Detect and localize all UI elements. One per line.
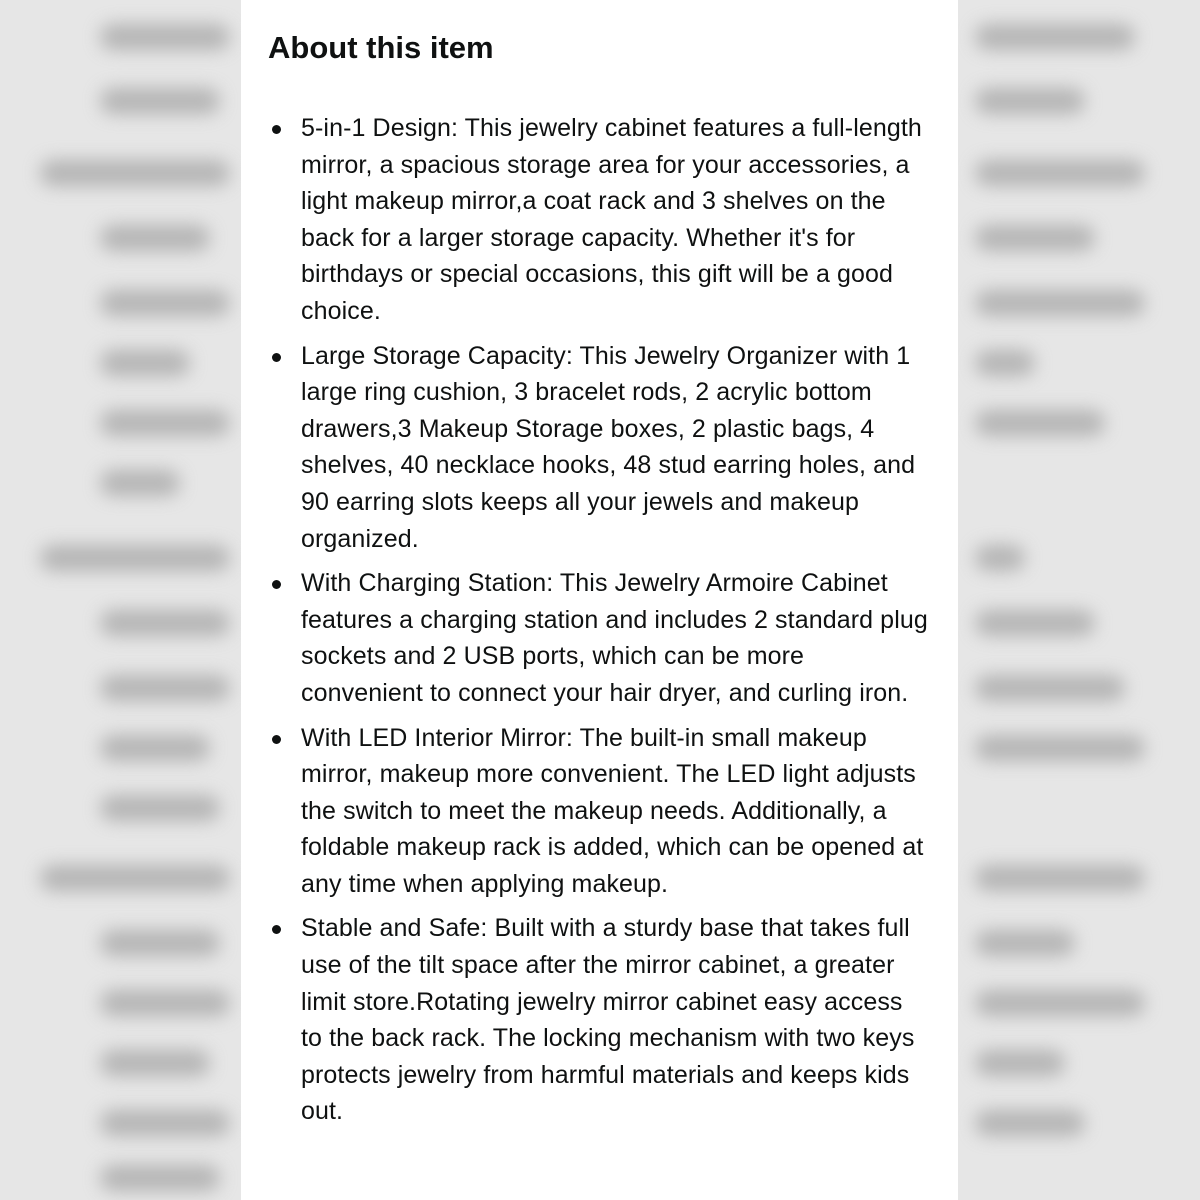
bullet-dot-icon <box>272 735 281 744</box>
feature-bullet-text: Stable and Safe: Built with a sturdy base that takes full use of the tilt space after the mirror cabinet, a greater limit store.Rotating jewelry mirror cabinet easy access to the back rack. The locking mechanism with two keys protects jewelry from harmful materials and keeps kids out. <box>301 914 915 1126</box>
bullet-dot-icon <box>272 353 281 362</box>
bullet-dot-icon <box>272 925 281 934</box>
blurred-text-line <box>100 990 230 1016</box>
feature-bullet-list <box>268 110 928 1130</box>
blurred-text-line <box>100 1110 230 1136</box>
blurred-text-line <box>100 735 210 761</box>
blurred-text-line <box>100 350 190 376</box>
blurred-text-line <box>100 88 220 114</box>
feature-bullet-text: 5-in-1 Design: This jewelry cabinet features a full-length mirror, a spacious storage area for your accessories, a light makeup mirror,a coat rack and 3 shelves on the back for a larger storage capacity. Whether it's for birthdays or special occasions, this gift will be a good choice. <box>301 114 922 325</box>
feature-bullet-text: Large Storage Capacity: This Jewelry Organizer with 1 large ring cushion, 3 bracelet rods, 2 acrylic bottom drawers,3 Makeup Storage boxes, 2 plastic bags, 4 shelves, 40 necklace hooks, 48 stud earring holes, and 90 earring slots keeps all your jewels and makeup organized. <box>301 341 916 553</box>
blurred-text-line <box>100 1050 210 1076</box>
blurred-text-line <box>975 1050 1065 1076</box>
blurred-text-line <box>975 88 1085 114</box>
blurred-text-line <box>975 735 1145 761</box>
blurred-text-line <box>100 225 210 251</box>
feature-bullet-text: With LED Interior Mirror: The built-in small makeup mirror, makeup more convenient. The LED light adjusts the switch to meet the makeup needs. Additionally, a foldable makeup rack is added, which can be opened at any time when applying makeup. <box>301 723 924 898</box>
section-heading: About this item <box>268 30 494 65</box>
blurred-text-line <box>975 290 1145 316</box>
blurred-text-line <box>975 930 1075 956</box>
feature-bullet <box>268 110 928 330</box>
blurred-text-line <box>975 610 1095 636</box>
blurred-text-line <box>100 795 220 821</box>
blurred-text-line <box>40 545 230 571</box>
blurred-text-line <box>975 225 1095 251</box>
blurred-text-line <box>100 675 230 701</box>
blurred-text-line <box>975 160 1145 186</box>
blurred-text-line <box>975 1110 1085 1136</box>
blurred-text-line <box>100 410 230 436</box>
blurred-text-line <box>975 865 1145 891</box>
blurred-text-line <box>975 545 1025 571</box>
blurred-text-line <box>100 470 180 496</box>
blurred-text-line <box>100 610 230 636</box>
feature-bullet <box>268 565 928 711</box>
blurred-text-line <box>975 410 1105 436</box>
blurred-text-line <box>100 290 230 316</box>
bullet-dot-icon <box>272 580 281 589</box>
blurred-text-line <box>40 160 230 186</box>
blurred-text-line <box>975 990 1145 1016</box>
blurred-text-line <box>100 1165 220 1191</box>
blurred-text-line <box>100 930 220 956</box>
blurred-text-line <box>100 24 230 50</box>
blurred-text-line <box>975 24 1135 50</box>
bullet-dot-icon <box>272 125 281 134</box>
feature-bullet-text: With Charging Station: This Jewelry Armoire Cabinet features a charging station and includes 2 standard plug sockets and 2 USB ports, which can be more convenient to connect your hair dryer, and curling iron. <box>301 569 928 707</box>
blurred-text-line <box>975 675 1125 701</box>
about-this-item-panel <box>241 0 958 1200</box>
feature-bullet <box>268 720 928 903</box>
blurred-text-line <box>40 865 230 891</box>
feature-bullet <box>268 910 928 1130</box>
blurred-text-line <box>975 350 1035 376</box>
feature-bullet <box>268 338 928 558</box>
